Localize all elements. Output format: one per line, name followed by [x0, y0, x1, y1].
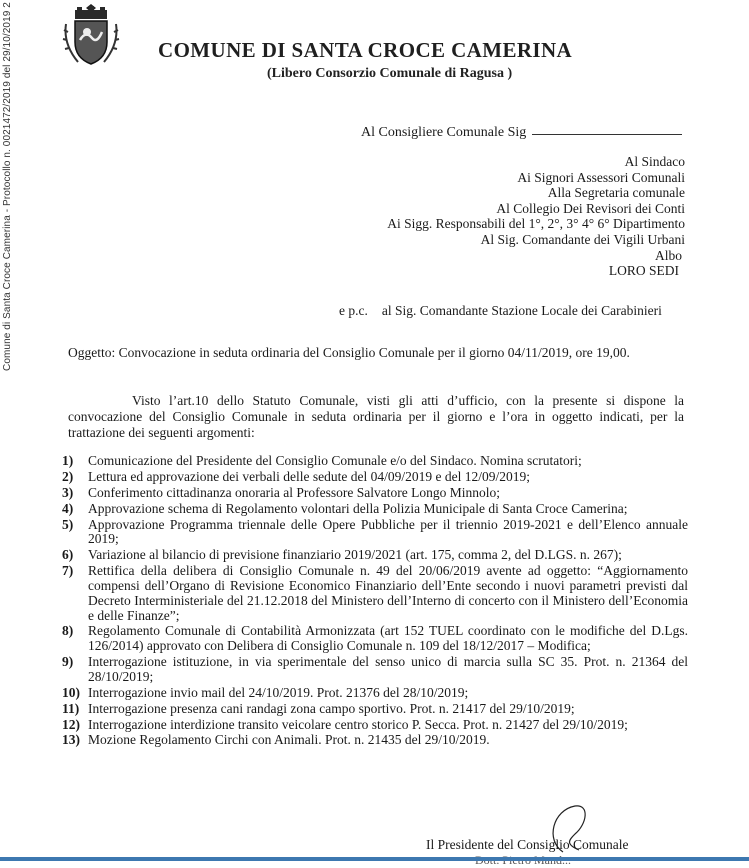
- agenda-number: 3): [62, 484, 74, 500]
- agenda-text: Interrogazione istituzione, in via sperimentale del senso unico di marcia sulla SC 35. Prot. n. 21364 del 28/10/2019;: [88, 654, 688, 684]
- subject-line: Oggetto: Convocazione in seduta ordinaria del Consiglio Comunale per il giorno 04/11/2019, ore 19,00.: [68, 345, 630, 360]
- agenda-item: [62, 624, 688, 654]
- agenda-item: [62, 454, 688, 469]
- addressee-line: [361, 122, 682, 141]
- agenda-item: [62, 702, 688, 717]
- agenda-text: Lettura ed approvazione dei verbali delle sedute del 04/09/2019 e del 12/09/2019;: [88, 468, 530, 484]
- agenda-text: Conferimento cittadinanza onoraria al Professore Salvatore Longo Minnolo;: [88, 484, 501, 500]
- agenda-text: Regolamento Comunale di Contabilità Armonizzata (art 152 TUEL coordinato con le modifiche del D.Lgs. 126/2014) approvato con Delibera di Consiglio Comunale n. 109 del 18/12/2017 – Modifica;: [88, 623, 688, 654]
- agenda-number: 2): [62, 468, 74, 484]
- recipient: LORO SEDI: [608, 263, 679, 279]
- recipient: Albo: [655, 247, 682, 263]
- agenda-item: [62, 564, 688, 623]
- agenda-text: Approvazione schema di Regolamento volontari della Polizia Municipale di Santa Croce Camerina;: [88, 500, 628, 516]
- agenda-item: [62, 518, 688, 548]
- agenda-text: Rettifica della delibera di Consiglio Comunale n. 49 del 20/06/2019 avente ad oggetto: “Aggiornamento compensi dell’Organo di Revisione Economico Finanziario dell’Ente secondo i nuovi parametri previsti dal Decreto Interministeriale del 21.12.2018 del Ministero dell’Interno di concerto con il Ministero dell’Economia e delle Finanze”;: [88, 563, 688, 623]
- agenda-item: [62, 548, 688, 563]
- recipient: Alla Segretaria comunale: [547, 185, 685, 201]
- agenda-number: 5): [62, 516, 74, 532]
- recipient: Al Collegio Dei Revisori dei Conti: [496, 200, 685, 216]
- agenda-text: Interrogazione interdizione transito veicolare centro storico P. Secca. Prot. n. 21427 del 29/10/2019;: [88, 716, 628, 732]
- agenda-number: 12): [62, 716, 80, 732]
- agenda-number: 1): [62, 453, 74, 468]
- signature-title: Il Presidente del Consiglio Comunale: [426, 837, 629, 852]
- scan-bottom-edge: [0, 857, 749, 861]
- agenda-number: 7): [62, 563, 74, 579]
- agenda-number: 11): [62, 700, 80, 716]
- recipient: Al Sig. Comandante dei Vigili Urbani: [480, 231, 685, 247]
- recipient-list: [387, 154, 685, 279]
- agenda-number: 9): [62, 654, 74, 670]
- addressee-label: Al Consigliere Comunale Sig: [361, 125, 527, 140]
- agenda-item: [62, 486, 688, 501]
- agenda-list: [62, 454, 688, 749]
- agenda-text: Variazione al bilancio di previsione finanziario 2019/2021 (art. 175, comma 2, del D.LGS. n. 267);: [88, 547, 622, 563]
- agenda-number: 8): [62, 623, 74, 639]
- agenda-number: 10): [62, 684, 80, 700]
- agenda-text: Mozione Regolamento Circhi con Animali. Prot. n. 21435 del 29/10/2019.: [88, 732, 490, 748]
- cc-label: e p.c.: [339, 303, 368, 318]
- agenda-item: [62, 686, 688, 701]
- agenda-number: 13): [62, 732, 80, 748]
- agenda-item: [62, 733, 688, 748]
- agenda-item: [62, 502, 688, 517]
- agenda-text: Interrogazione invio mail del 24/10/2019. Prot. 21376 del 28/10/2019;: [88, 684, 469, 700]
- recipient: Ai Signori Assessori Comunali: [517, 169, 685, 185]
- agenda-item: [62, 718, 688, 733]
- cc-line: [339, 303, 662, 319]
- recipient: Ai Sigg. Responsabili del 1°, 2°, 3° 4° 6° Dipartimento: [387, 216, 685, 232]
- agenda-number: 4): [62, 500, 74, 516]
- intro-paragraph: Visto l’art.10 dello Statuto Comunale, visti gli atti d’ufficio, con la presente si dispone la convocazione del Consiglio Comunale in seduta ordinaria per il giorno e l’ora in oggetto indicati, per la trattazione dei seguenti argomenti:: [68, 393, 684, 440]
- municipality-title: COMUNE DI SANTA CROCE CAMERINA: [158, 38, 573, 62]
- municipality-subtitle: (Libero Consorzio Comunale di Ragusa ): [267, 66, 513, 81]
- protocol-stamp: Comune di Santa Croce Camerina - Protocollo n. 0021472/2019 del 29/10/2019 2: [2, 2, 13, 371]
- agenda-item: [62, 655, 688, 685]
- agenda-text: Comunicazione del Presidente del Consiglio Comunale e/o del Sindaco. Nomina scrutatori;: [88, 453, 582, 468]
- recipient: Al Sindaco: [624, 154, 685, 169]
- agenda-text: Interrogazione presenza cani randagi zona campo sportivo. Prot. n. 21417 del 29/10/2019;: [88, 700, 575, 716]
- addressee-blank-line: [532, 122, 682, 135]
- agenda-item: [62, 470, 688, 485]
- cc-text: al Sig. Comandante Stazione Locale dei Carabinieri: [381, 303, 662, 318]
- agenda-number: 6): [62, 547, 74, 563]
- agenda-text: Approvazione Programma triennale delle Opere Pubbliche per il triennio 2019-2021 e dell’Elenco annuale 2019;: [88, 516, 688, 547]
- municipal-crest-icon: [62, 2, 120, 68]
